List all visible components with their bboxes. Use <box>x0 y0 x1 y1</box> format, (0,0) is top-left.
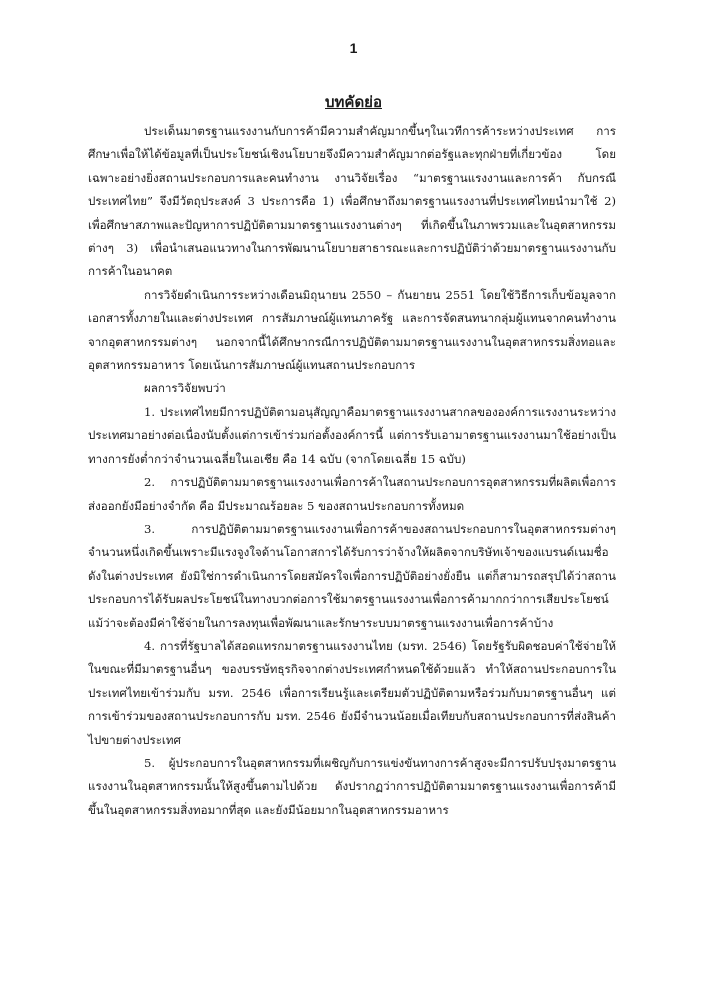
paragraph-finding-2: 2. การปฏิบัติตามมาตรฐานแรงงานเพื่อการค้าในสถานประกอบการอุตสาหกรรมที่ผลิตเพื่อการส่งออกยังมีอย่างจำกัด คือ มีประมาณร้อยละ 5 ของสถานประกอบการทั้งหมด <box>88 475 616 513</box>
paragraph-finding-5: 5. ผู้ประกอบการในอุตสาหกรรมที่เผชิญกับการแข่งขันทางการค้าสูงจะมีการปรับปรุงมาตรฐานแรงงานในอุตสาหกรรมนั้นให้สูงขึ้นตามไปด้วย ดังปรากฏว่าการปฏิบัติตามมาตรฐานแรงงานเพื่อการค้ามีขึ้นในอุตสาหกรรมสิ่งทอมากที่สุด และยังมีน้อยมากในอุตสาหกรรมอาหาร <box>88 755 616 817</box>
paragraph-intro: ประเด็นมาตรฐานแรงงานกับการค้ามีความสำคัญมากขึ้นๆในเวทีการค้าระหว่างประเทศ การศึกษาเพื่อให้ได้ข้อมูลที่เป็นประโยชน์เชิงนโยบายจึงมีความสำคัญมากต่อรัฐและทุกฝ่ายที่เกี่ยวข้อง โดยเฉพาะอย่างยิ่งสถานประกอบการและคนทำงาน งานวิจัยเรื่อง “มาตรฐานแรงงานและการค้า กับกรณีประเทศไทย” จึงมีวัตถุประสงค์ 3 ประการคือ 1) เพื่อศึกษาถึงมาตรฐานแรงงานที่ประเทศไทยนำมาใช้ 2) เพื่อศึกษาสภาพและปัญหาการปฏิบัติตามมาตรฐานแรงงานต่างๆ ที่เกิดขึ้นในภาพรวมและในอุตสาหกรรมต่างๆ 3) เพื่อนำเสนอแนวทางในการพัฒนานโยบายสาธารณะและการปฏิบัติว่าด้วยมาตรฐานแรงงานกับการค้าในอนาคต <box>88 124 616 279</box>
document-body <box>88 120 616 822</box>
page-title: บทคัดย่อ <box>325 93 382 111</box>
paragraph-finding-4: 4. การที่รัฐบาลได้สอดแทรกมาตรฐานแรงงานไทย (มรท. 2546) โดยรัฐรับผิดชอบค่าใช้จ่ายให้ในขณะที่มีมาตรฐานอื่นๆ ของบรรษัทธุรกิจจากต่างประเทศกำหนดใช้ด้วยแล้ว ทำให้สถานประกอบการในประเทศไทยเข้าร่วมกับ มรท. 2546 เพื่อการเรียนรู้และเตรียมตัวปฏิบัติตามหรือร่วมกับมาตรฐานอื่นๆ แต่การเข้าร่วมของสถานประกอบการกับ มรท. 2546 ยังมีจำนวนน้อยเมื่อเทียบกับสถานประกอบการที่ส่งสินค้าไปขายต่างประเทศ <box>88 638 616 747</box>
page-number: 1 <box>349 40 358 56</box>
paragraph-finding-1: 1. ประเทศไทยมีการปฏิบัติตามอนุสัญญาคือมาตรฐานแรงงานสากลขององค์การแรงงานระหว่างประเทศมาอย่างต่อเนื่องนับตั้งแต่การเข้าร่วมก่อตั้งองค์การนี้ แต่การรับเอามาตรฐานแรงงานมาใช้อย่างเป็นทางการยังต่ำกว่าจำนวนเฉลี่ยในเอเชีย คือ 14 ฉบับ (จากโดยเฉลี่ย 15 ฉบับ) <box>88 404 616 466</box>
paragraph-findings-heading: ผลการวิจัยพบว่า <box>144 381 226 396</box>
paragraph-method: การวิจัยดำเนินการระหว่างเดือนมิถุนายน 2550 – กันยายน 2551 โดยใช้วิธีการเก็บข้อมูลจากเอกสารทั้งภายในและต่างประเทศ การสัมภาษณ์ผู้แทนภาครัฐ และการจัดสนทนากลุ่มผู้แทนจากคนทำงานจากอุตสาหกรรมต่างๆ นอกจากนี้ได้ศึกษากรณีการปฏิบัติตามมาตรฐานแรงงานในอุตสาหกรรมสิ่งทอและอุตสาหกรรมอาหาร โดยเน้นการสัมภาษณ์ผู้แทนสถานประกอบการ <box>88 287 616 373</box>
paragraph-finding-3: 3. การปฏิบัติตามมาตรฐานแรงงานเพื่อการค้าของสถานประกอบการในอุตสาหกรรมต่างๆ จำนวนหนึ่งเกิดขึ้นเพราะมีแรงจูงใจด้านโอกาสการได้รับการว่าจ้างให้ผลิตจากบริษัทเจ้าของแบรนด์เนมชื่อดังในต่างประเทศ ยังมิใช่การดำเนินการโดยสมัครใจเพื่อการปฏิบัติอย่างยั่งยืน แต่ก็สามารถสรุปได้ว่าสถานประกอบการได้รับผลประโยชน์ในทางบวกต่อการใช้มาตรฐานแรงงานเพื่อการค้ามากกว่าการเสียประโยชน์ แม้ว่าจะต้องมีค่าใช้จ่ายในการลงทุนเพื่อพัฒนาและรักษาระบบมาตรฐานแรงงานเพื่อการค้าบ้าง <box>88 521 616 630</box>
